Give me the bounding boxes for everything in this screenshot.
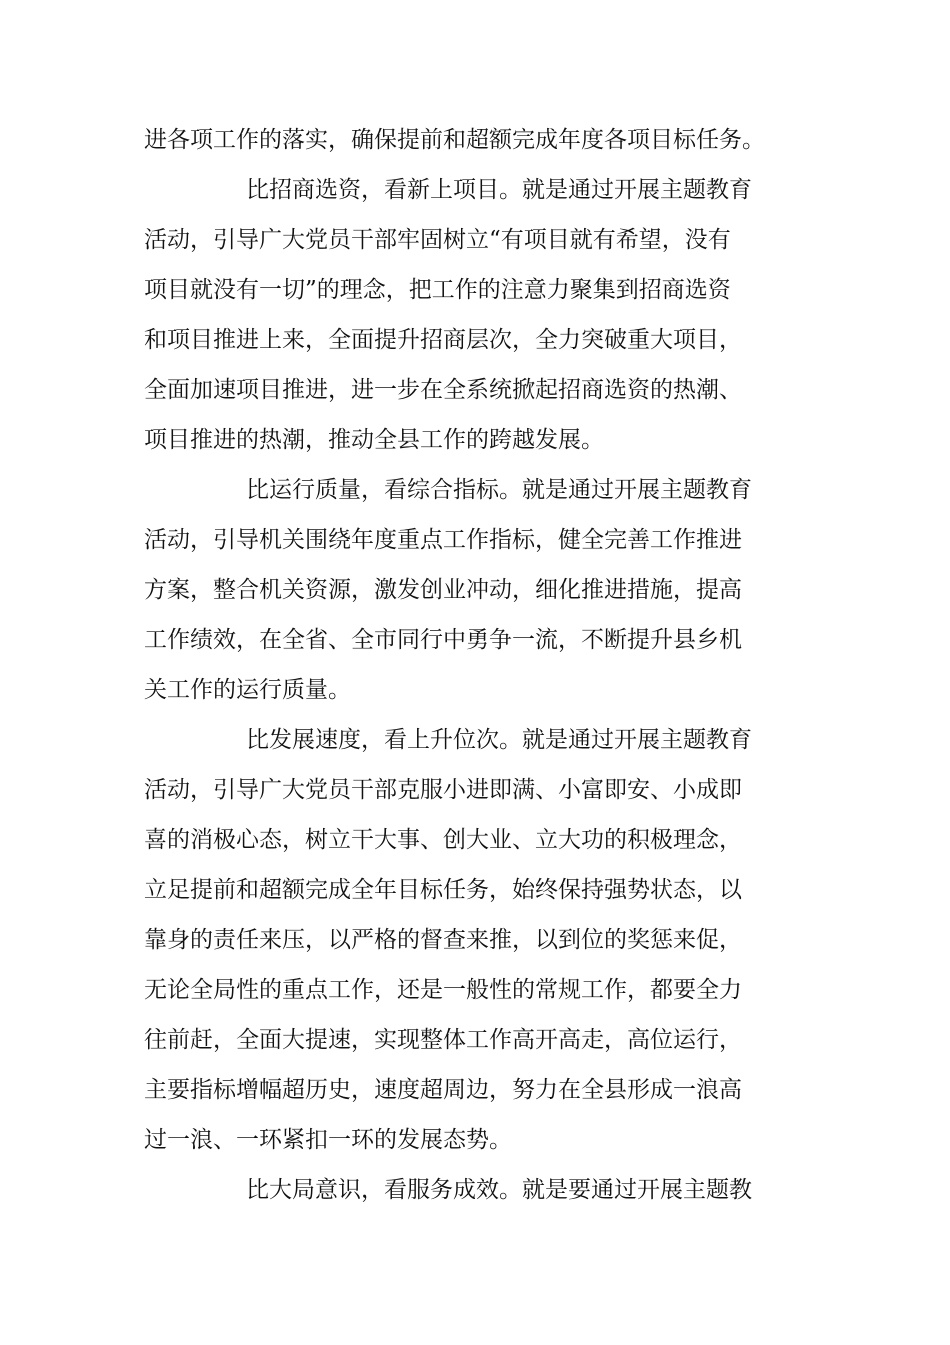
- text-line: 活动，引导机关围绕年度重点工作指标，健全完善工作推进: [144, 527, 742, 553]
- paragraph-start-line: 比发展速度，看上升位次。就是通过开展主题教育: [246, 727, 752, 753]
- text-line: 方案，整合机关资源，激发创业冲动，细化推进措施，提高: [144, 577, 742, 603]
- paragraph-start-line: 比运行质量，看综合指标。就是通过开展主题教育: [246, 477, 752, 503]
- text-line: 项目推进的热潮，推动全县工作的跨越发展。: [144, 427, 604, 453]
- text-line: 工作绩效，在全省、全市同行中勇争一流，不断提升县乡机: [144, 627, 742, 653]
- text-line: 全面加速项目推进，进一步在全系统掀起招商选资的热潮、: [144, 377, 742, 403]
- paragraph-start-line: 比招商选资，看新上项目。就是通过开展主题教育: [246, 177, 752, 203]
- paragraph-start-line: 比大局意识，看服务成效。就是要通过开展主题教: [246, 1177, 752, 1203]
- text-line: 活动，引导广大党员干部牢固树立“有项目就有希望，没有: [144, 227, 731, 253]
- text-line: 项目就没有一切”的理念，把工作的注意力聚集到招商选资: [144, 277, 731, 303]
- text-line: 喜的消极心态，树立干大事、创大业、立大功的积极理念，: [144, 827, 742, 853]
- text-line: 立足提前和超额完成全年目标任务，始终保持强势状态，以: [144, 877, 742, 903]
- text-line: 活动，引导广大党员干部克服小进即满、小富即安、小成即: [144, 777, 742, 803]
- text-line: 进各项工作的落实，确保提前和超额完成年度各项目标任务。: [144, 127, 765, 153]
- text-line: 和项目推进上来，全面提升招商层次，全力突破重大项目，: [144, 327, 742, 353]
- text-line: 靠身的责任来压，以严格的督查来推，以到位的奖惩来促，: [144, 927, 742, 953]
- text-line: 关工作的运行质量。: [144, 677, 351, 703]
- text-line: 往前赶，全面大提速，实现整体工作高开高走，高位运行，: [144, 1027, 742, 1053]
- text-line: 过一浪、一环紧扣一环的发展态势。: [144, 1127, 512, 1153]
- text-line: 无论全局性的重点工作，还是一般性的常规工作，都要全力: [144, 977, 742, 1003]
- text-line: 主要指标增幅超历史，速度超周边，努力在全县形成一浪高: [144, 1077, 742, 1103]
